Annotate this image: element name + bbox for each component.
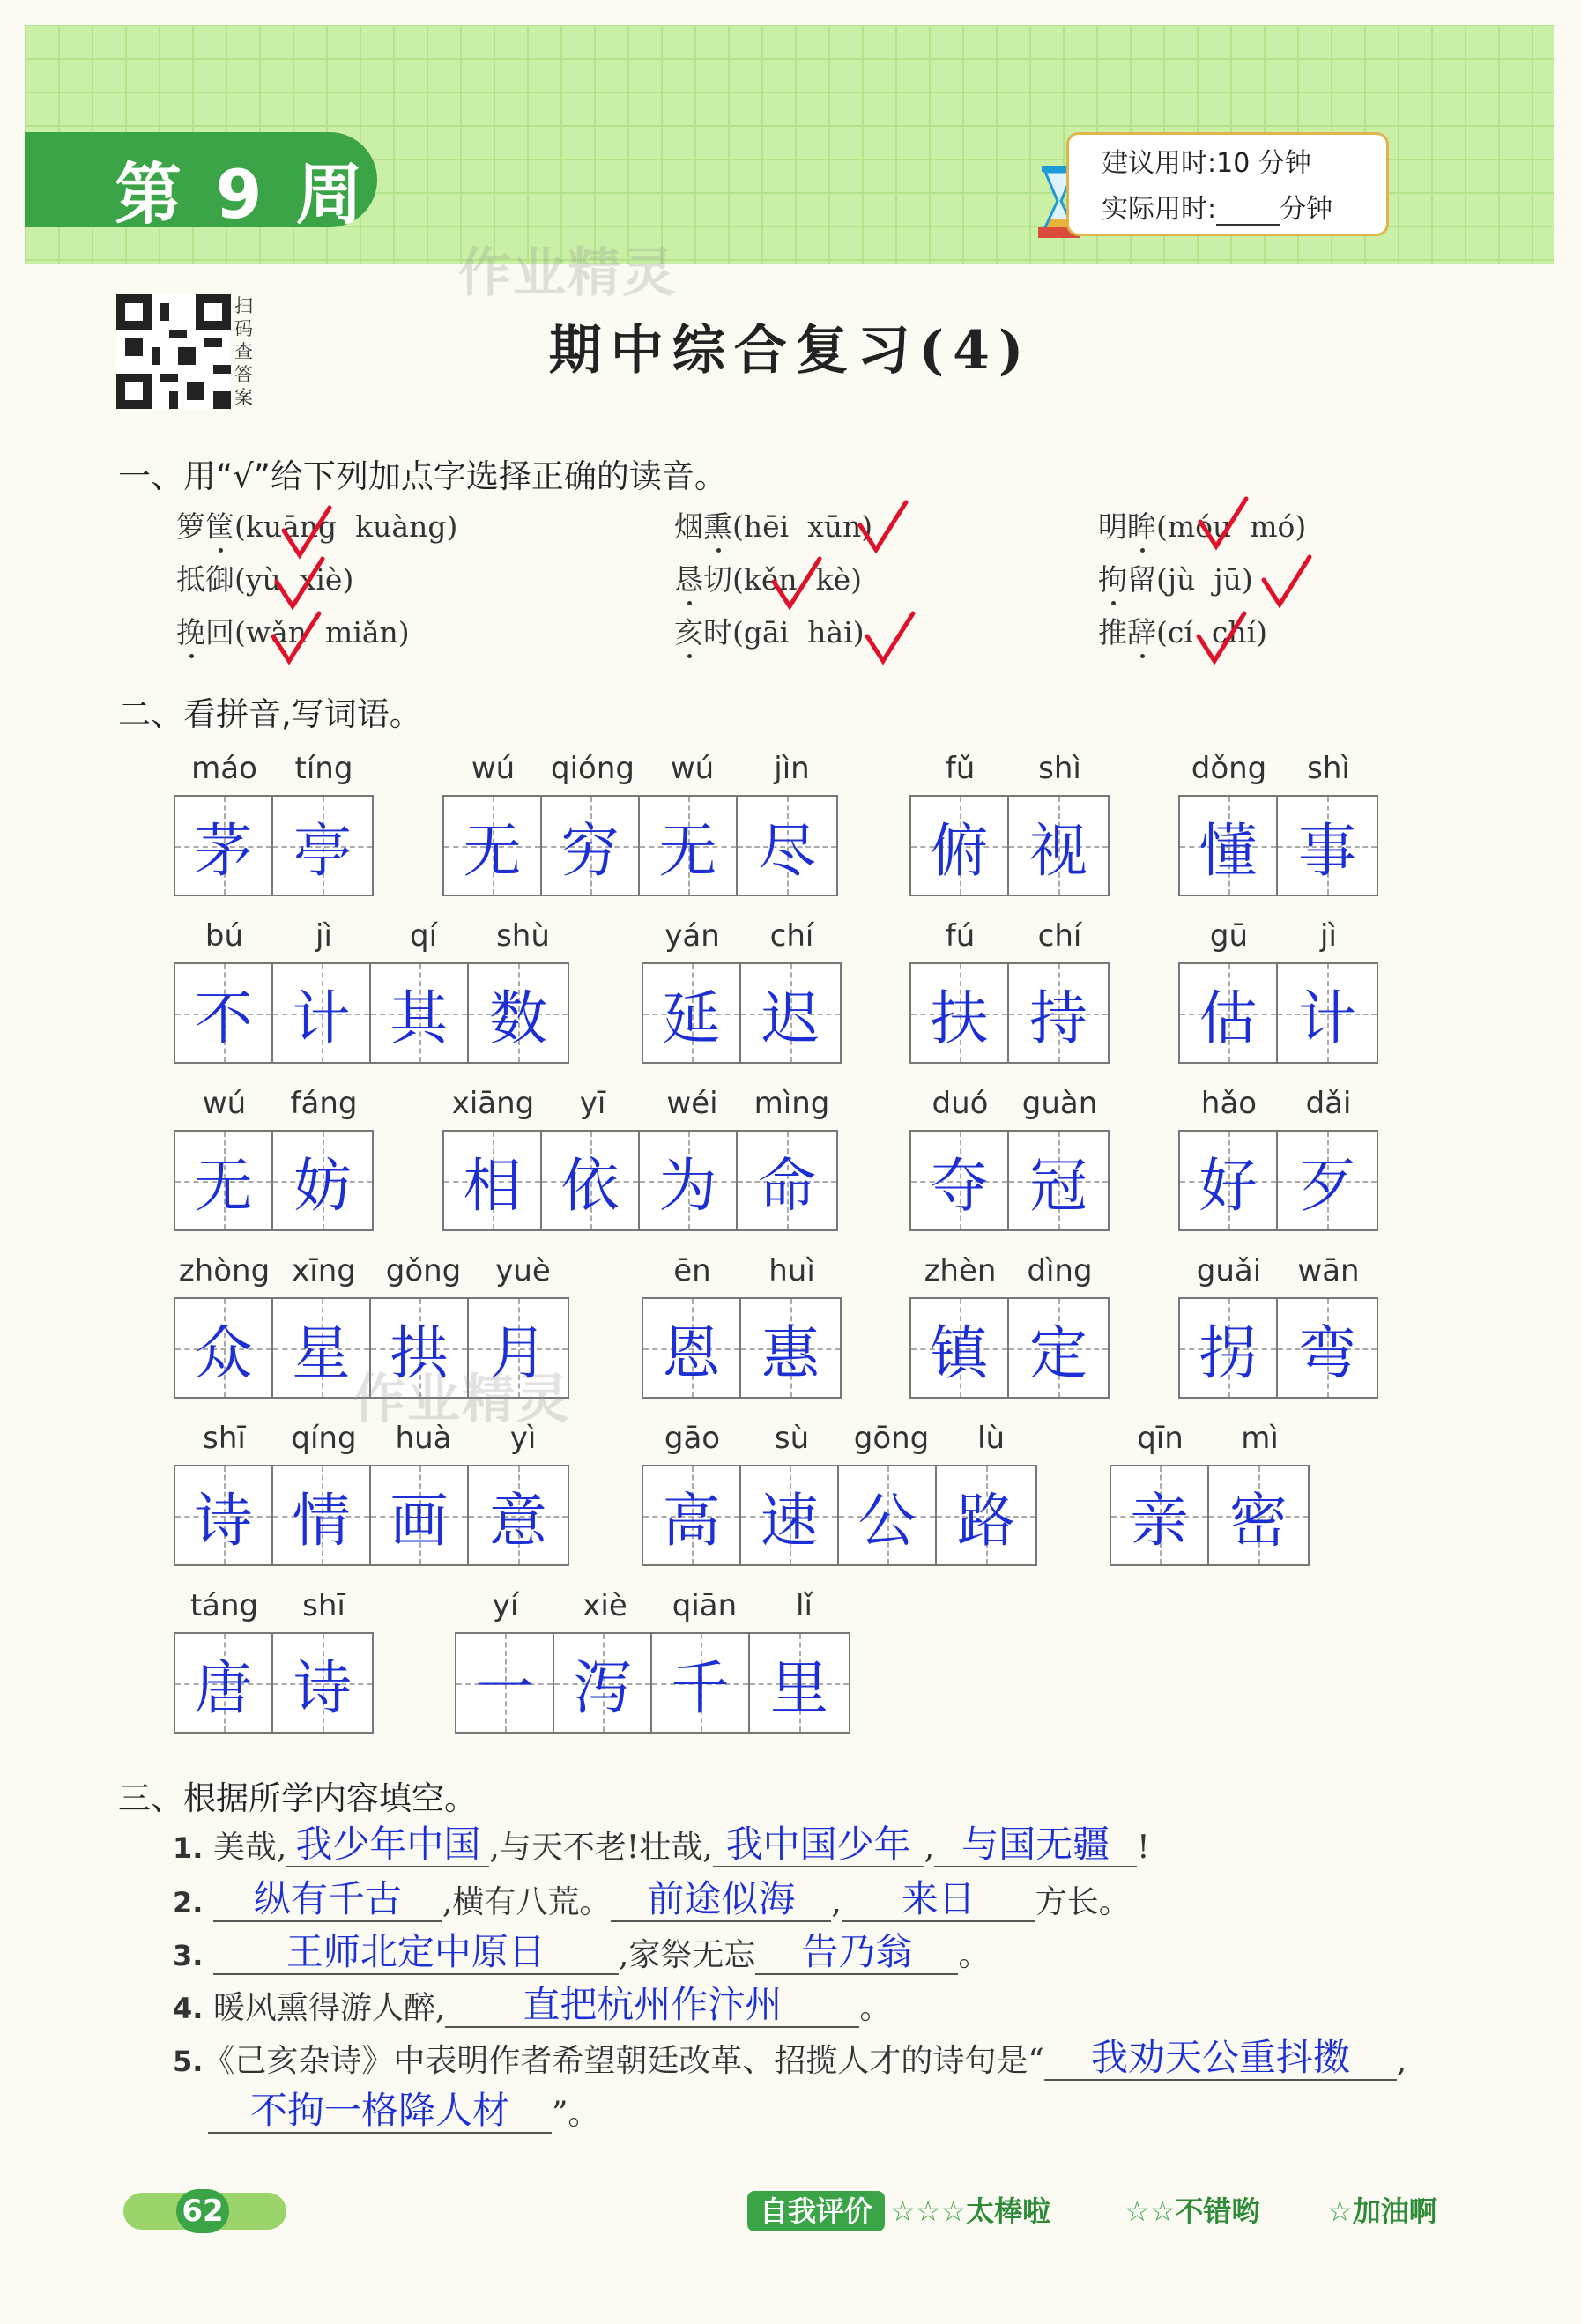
reading-item: 恳切(kěn kè) (674, 557, 862, 598)
pinyin: yì (509, 1421, 537, 1456)
reading-item: 推辞(cí chí) (1098, 610, 1267, 651)
answer-char: 诗 (194, 1487, 253, 1555)
rating-keep-going[interactable]: ☆加油啊 (1327, 2194, 1437, 2228)
rating-great[interactable]: ☆☆☆太棒啦 (890, 2194, 1051, 2228)
pinyin: mìng (753, 1086, 830, 1121)
page-number: 62 (176, 2189, 229, 2233)
answer-char: 星 (292, 1319, 351, 1387)
pinyin: wéi (666, 1086, 718, 1121)
tianzige-word (1110, 1465, 1310, 1566)
tianzige-word (455, 1632, 850, 1734)
pinyin: sù (774, 1421, 810, 1456)
watermark: 作业精灵 (458, 242, 677, 304)
answer-char: 高 (662, 1487, 721, 1555)
answer-char: 其 (390, 984, 449, 1052)
star-icon: ☆ (1327, 2194, 1353, 2228)
answer-char: 持 (1029, 984, 1087, 1052)
pinyin: jìn (774, 751, 810, 786)
pinyin: shī (203, 1421, 246, 1456)
answer-char: 泻 (573, 1654, 632, 1722)
answer-char: 妨 (293, 1152, 352, 1220)
pinyin: fáng (290, 1086, 358, 1121)
pinyin: xiāng (451, 1086, 535, 1121)
tianzige-word (642, 1297, 842, 1399)
tianzige-word (442, 795, 838, 896)
pinyin: gōng (853, 1421, 930, 1456)
pinyin: wān (1297, 1253, 1360, 1288)
answer-char: 不 (194, 984, 253, 1052)
reading-item: 亥时(gāi hài) (674, 610, 865, 651)
reading-item: 烟熏(hēi xūn) (674, 504, 872, 546)
answer-char: 弯 (1298, 1319, 1356, 1387)
answer-blank[interactable]: 我中国少年 (713, 1823, 924, 1867)
pinyin: yí (492, 1588, 519, 1623)
fill-question-1: 1. 美哉, 我少年中国 ,与天不老!壮哉, 我中国少年 , 与国无疆 ! (173, 1823, 1150, 1866)
fill-question-5: 5.《己亥杂诗》中表明作者希望朝廷改革、招揽人才的诗句是“ 我劝天公重抖擞 , (173, 2036, 1407, 2079)
answer-char: 惠 (761, 1319, 820, 1387)
tianzige-word (1178, 962, 1378, 1064)
answer-blank[interactable]: 我少年中国 (286, 1823, 489, 1867)
pinyin: shì (1038, 751, 1081, 786)
answer-blank[interactable]: 不拘一格降人材 (208, 2090, 552, 2134)
answer-char: 唐 (194, 1654, 253, 1722)
answer-char: 相 (463, 1152, 522, 1220)
check-mark-icon (1195, 610, 1248, 666)
answer-char: 延 (662, 984, 721, 1052)
watermark: 作业精灵 (353, 1369, 571, 1430)
answer-char: 亲 (1130, 1487, 1189, 1555)
answer-blank[interactable]: 直把杭州作汴州 (445, 1984, 859, 2028)
pinyin: qióng (551, 751, 635, 786)
tianzige-word (442, 1130, 838, 1231)
answer-char: 尽 (758, 817, 816, 885)
actual-time-blank[interactable] (1216, 199, 1280, 226)
answer-char: 估 (1199, 984, 1258, 1052)
pinyin: bú (204, 918, 244, 954)
answer-char: 歹 (1298, 1152, 1356, 1220)
qr-caption: 扫码查答案 (234, 295, 253, 408)
pinyin: shù (496, 918, 550, 954)
reading-item: 明眸(móu mó) (1098, 504, 1306, 546)
pinyin: tíng (294, 751, 353, 786)
fill-question-4: 4. 暖风熏得游人醉, 直把杭州作汴州 。 (173, 1983, 892, 2026)
answer-blank[interactable]: 与国无疆 (934, 1823, 1137, 1867)
answer-char: 一 (475, 1654, 534, 1722)
tianzige-word (1178, 1297, 1378, 1399)
answer-char: 公 (857, 1487, 917, 1555)
pinyin: gāo (664, 1421, 721, 1456)
answer-char: 迟 (761, 984, 820, 1052)
tianzige-word (174, 1130, 374, 1231)
pinyin: guàn (1021, 1086, 1098, 1121)
pinyin: lǐ (796, 1588, 813, 1623)
pinyin: táng (189, 1588, 259, 1623)
answer-char: 画 (390, 1487, 449, 1555)
check-mark-icon (770, 555, 823, 612)
section1-heading: 一、用“√”给下列加点字选择正确的读音。 (118, 457, 727, 495)
actual-time-unit: 分钟 (1280, 194, 1333, 225)
pinyin: lù (977, 1421, 1005, 1456)
tianzige-word (1178, 1130, 1378, 1231)
pinyin: qīn (1137, 1421, 1184, 1456)
answer-char: 镇 (930, 1319, 989, 1387)
answer-char: 路 (957, 1487, 1015, 1555)
answer-char: 众 (194, 1319, 253, 1387)
check-mark-icon (1197, 495, 1250, 552)
week-label: 第 9 周 (115, 155, 368, 234)
pinyin: shì (1307, 751, 1350, 786)
answer-char: 里 (770, 1654, 828, 1722)
tianzige-word (909, 962, 1110, 1064)
tianzige-word (1178, 795, 1378, 896)
pinyin: dìng (1027, 1253, 1093, 1288)
answer-char: 事 (1298, 817, 1356, 885)
rating-good[interactable]: ☆☆不错哟 (1125, 2194, 1260, 2228)
answer-char: 穷 (560, 817, 620, 885)
pinyin: zhòng (178, 1253, 271, 1288)
tianzige-word (909, 1130, 1110, 1231)
pinyin: jì (315, 918, 332, 954)
answer-char: 茅 (194, 817, 253, 885)
pinyin: gǒng (385, 1253, 462, 1288)
check-mark-icon (273, 555, 326, 612)
answer-char: 为 (658, 1152, 717, 1220)
pinyin: yī (579, 1086, 606, 1121)
pinyin: wú (471, 751, 516, 786)
answer-blank[interactable]: 前途似海 (611, 1878, 831, 1922)
fill-question-5-cont: 不拘一格降人材 ”。 (208, 2089, 599, 2134)
page-title: 期中综合复习(4) (548, 320, 1033, 382)
pinyin: qíng (291, 1421, 357, 1456)
answer-char: 恩 (662, 1319, 721, 1387)
reading-item: 抵御(yù xiè) (176, 562, 354, 597)
answer-char: 定 (1029, 1319, 1087, 1387)
pinyin: wú (202, 1086, 247, 1121)
tianzige-word (174, 1297, 569, 1399)
check-mark-icon (280, 504, 333, 561)
fill-question-3: 3. 王师北定中原日 ,家祭无忘 告乃翁 。 (173, 1930, 991, 1973)
pinyin: qí (409, 918, 438, 954)
pinyin: máo (191, 751, 257, 786)
pinyin: qiān (672, 1588, 738, 1623)
answer-char: 无 (658, 817, 717, 885)
pinyin: zhèn (924, 1253, 997, 1288)
answer-char: 好 (1199, 1152, 1258, 1220)
tianzige-word (642, 962, 842, 1064)
answer-char: 无 (194, 1152, 253, 1220)
answer-blank[interactable]: 王师北定中原日 (213, 1931, 619, 1975)
check-mark-icon (864, 610, 917, 666)
answer-char: 月 (489, 1319, 547, 1387)
tianzige-word (642, 1465, 1037, 1566)
pinyin: ēn (673, 1253, 711, 1288)
answer-char: 情 (292, 1487, 351, 1555)
answer-char: 冠 (1029, 1152, 1087, 1220)
tianzige-word (174, 962, 569, 1064)
check-mark-icon (1260, 553, 1313, 610)
answer-blank[interactable]: 告乃翁 (755, 1931, 958, 1975)
answer-char: 计 (1298, 984, 1356, 1052)
pinyin: wú (670, 751, 715, 786)
pinyin: chí (769, 918, 814, 954)
pinyin: yuè (495, 1253, 551, 1288)
pinyin: hǎo (1200, 1086, 1258, 1121)
pinyin: fú (945, 918, 976, 954)
pinyin: jì (1320, 918, 1337, 954)
answer-char: 拱 (390, 1319, 449, 1387)
answer-char: 懂 (1199, 817, 1258, 885)
reading-item: 拘留(jù jū) (1098, 557, 1253, 598)
pinyin: xīng (292, 1253, 356, 1288)
check-mark-icon (857, 499, 909, 555)
fill-question-2: 2. 纵有千古 ,横有八荒。 前途似海 , 来日 方长。 (173, 1877, 1131, 1920)
check-mark-icon (270, 610, 323, 666)
answer-char: 速 (760, 1487, 819, 1555)
answer-char: 视 (1029, 817, 1087, 885)
answer-char: 千 (671, 1654, 730, 1722)
self-eval-label: 自我评价 (747, 2191, 885, 2231)
tianzige-word (909, 1297, 1110, 1399)
actual-time (1102, 187, 1332, 226)
pinyin: guǎi (1196, 1253, 1262, 1288)
answer-blank[interactable]: 来日 (842, 1878, 1035, 1922)
tianzige-word (174, 795, 374, 896)
pinyin: xiè (583, 1588, 627, 1623)
actual-time-label: 实际用时: (1102, 194, 1217, 225)
answer-char: 数 (489, 984, 547, 1052)
answer-char: 意 (489, 1487, 547, 1555)
star-icon: ☆☆☆ (890, 2194, 967, 2228)
pinyin: dǎi (1305, 1086, 1352, 1121)
answer-char: 俯 (930, 817, 989, 885)
pinyin: dǒng (1191, 751, 1267, 786)
answer-blank[interactable]: 纵有千古 (213, 1878, 442, 1922)
pinyin: gū (1209, 918, 1249, 954)
tianzige-word (174, 1632, 374, 1734)
reading-item: 挽回(wǎn miǎn) (176, 610, 410, 651)
pinyin: chí (1037, 918, 1082, 954)
pinyin: mì (1241, 1421, 1279, 1456)
answer-char: 依 (560, 1152, 620, 1220)
answer-blank[interactable]: 我劝天公重抖擞 (1044, 2037, 1397, 2081)
answer-char: 诗 (293, 1654, 352, 1722)
answer-char: 扶 (930, 984, 989, 1052)
section3-heading: 三、根据所学内容填空。 (118, 1779, 477, 1817)
answer-char: 拐 (1199, 1319, 1258, 1387)
answer-char: 计 (292, 984, 351, 1052)
pinyin: fǔ (945, 751, 976, 786)
answer-char: 命 (758, 1152, 816, 1220)
tianzige-word (909, 795, 1110, 896)
pinyin: shī (302, 1588, 345, 1623)
answer-char: 无 (463, 817, 522, 885)
answer-char: 密 (1229, 1487, 1288, 1555)
pinyin: duó (932, 1086, 989, 1121)
pinyin: huà (395, 1421, 452, 1456)
tianzige-word (174, 1465, 569, 1566)
answer-char: 夺 (930, 1152, 989, 1220)
answer-char: 亭 (293, 817, 352, 885)
pinyin: huì (768, 1253, 815, 1288)
reading-item: 箩筐(kuāng kuàng) (176, 504, 457, 546)
section2-heading: 二、看拼音,写词语。 (118, 695, 422, 733)
star-icon: ☆☆ (1125, 2194, 1176, 2228)
suggested-time: 建议用时:10 分钟 (1102, 148, 1311, 179)
pinyin: yán (664, 918, 720, 954)
